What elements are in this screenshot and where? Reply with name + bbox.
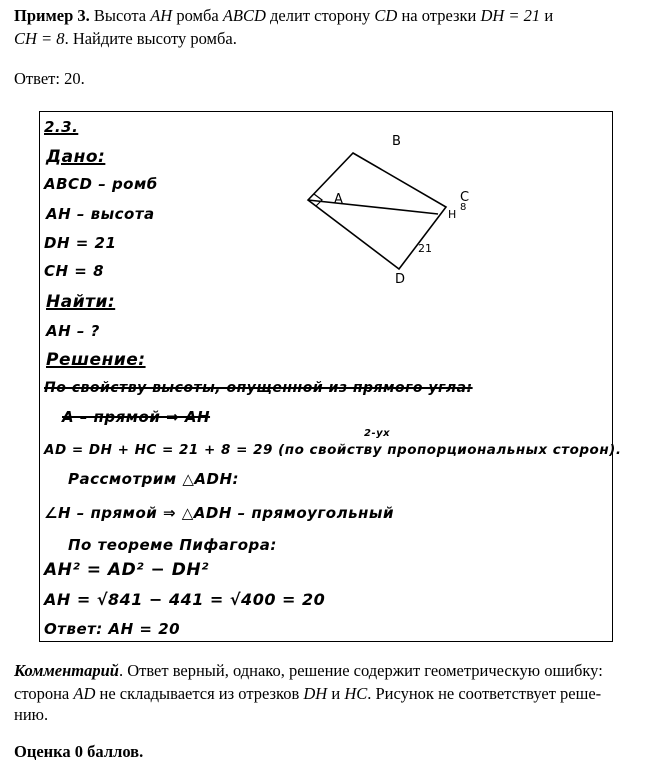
solution-step-7: AH² = AD² − DH²: [44, 560, 209, 580]
solution-step-3: AD = DH + HC = 21 + 8 = 29 (по свойству пропорциональных сторон).: [44, 442, 622, 458]
label-a: A: [334, 192, 343, 207]
solution-step-5: ∠H – прямой ⇒ △ADH – прямоугольный: [44, 504, 394, 522]
label-d: D: [395, 272, 406, 287]
comment-line-2: [14, 684, 601, 704]
given-4: CH = 8: [44, 262, 105, 280]
solution-step-3-sup: 2-ух: [364, 428, 391, 439]
solution-number: 2.3.: [44, 118, 79, 136]
comment-text-4: и: [327, 684, 345, 703]
solution-step-1: По свойству высоты, опущенной из прямого угла:: [44, 380, 473, 396]
problem-label: Пример 3.: [14, 6, 90, 25]
solution-step-2: A – прямой ⇒ AH: [62, 408, 211, 426]
given-3: DH = 21: [44, 234, 117, 252]
label-21: 21: [418, 242, 432, 255]
comment-label: Комментарий: [14, 661, 119, 680]
problem-line-1: [14, 6, 553, 26]
solution-step-8: AH = √841 − 441 = √400 = 20: [44, 590, 326, 609]
given-1: ABCD – ромб: [44, 175, 158, 193]
problem-text-5: и: [540, 6, 554, 25]
answer-line: Ответ: 20.: [14, 69, 85, 88]
problem-text-6: . Найдите высоту ромба.: [64, 29, 237, 48]
solution-answer: Ответ: AH = 20: [44, 620, 181, 638]
var-ch: CH = 8: [14, 29, 65, 48]
solution-title: Решение:: [46, 350, 146, 370]
problem-text-2: ромба: [172, 6, 223, 25]
problem-text-3: делит сторону: [265, 6, 375, 25]
score-line: Оценка 0 баллов.: [14, 742, 144, 761]
var-dh: DH = 21: [480, 6, 541, 25]
problem-text-4: на отрезки: [397, 6, 481, 25]
find-1: AH – ?: [46, 322, 100, 340]
problem-text-1: Высота: [89, 6, 151, 25]
given-2: AH – высота: [46, 205, 155, 223]
comment-text-2: сторона: [14, 684, 74, 703]
solution-scan: [39, 111, 622, 642]
comment-var-dh: DH: [303, 684, 328, 703]
comment-text-3: не складывается из отрезков: [95, 684, 304, 703]
given-title: Дано:: [46, 147, 106, 167]
problem-line-2: [14, 29, 237, 49]
label-8: 8: [460, 202, 467, 213]
comment-var-hc: HC: [344, 684, 368, 703]
comment-line-1: [14, 661, 603, 681]
comment-line-3: нию.: [14, 705, 49, 724]
var-abcd: ABCD: [222, 6, 266, 25]
comment-var-ad: AD: [73, 684, 96, 703]
rhombus-figure: [40, 112, 614, 643]
height-ah: [308, 200, 438, 214]
label-h: H: [448, 208, 457, 221]
comment-text-1: . Ответ верный, однако, решение содержит геометрическую ошибку:: [118, 661, 603, 680]
var-ah: AH: [150, 6, 173, 25]
label-c: C: [460, 190, 470, 205]
label-b: B: [392, 134, 401, 149]
comment-text-5: . Рисунок не соответствует реше-: [367, 684, 602, 703]
solution-step-4: Рассмотрим △ADH:: [68, 470, 240, 488]
var-cd: CD: [374, 6, 398, 25]
solution-step-6: По теореме Пифагора:: [68, 536, 277, 554]
find-title: Найти:: [46, 292, 116, 312]
